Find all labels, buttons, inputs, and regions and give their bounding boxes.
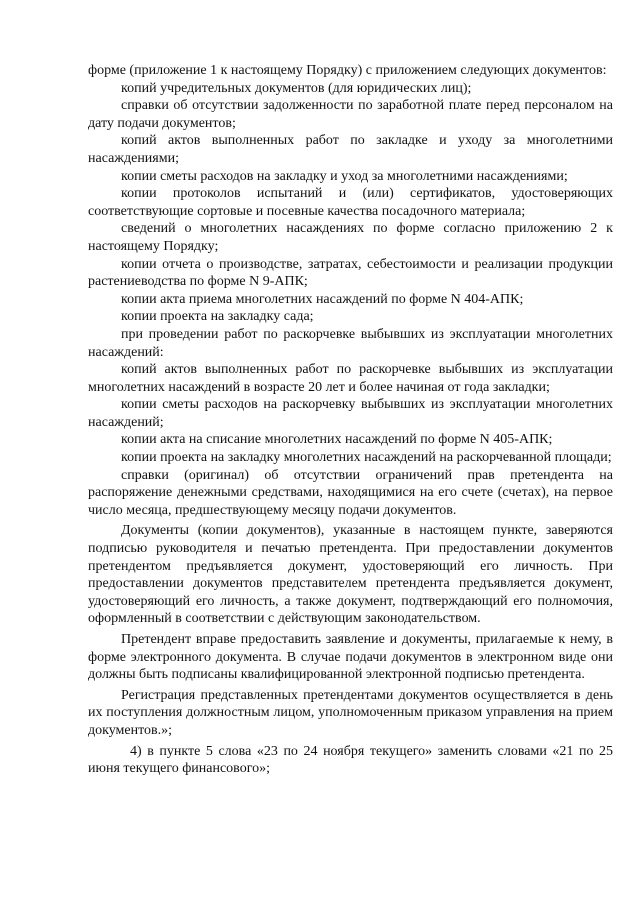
- paragraph-8: копии отчета о производстве, затратах, себестоимости и реализации продукции растениеводства по форме N 9-АПК;: [88, 256, 613, 290]
- document-page: [88, 62, 613, 778]
- paragraph-18: Претендент вправе предоставить заявление и документы, прилагаемые к нему, в форме электронного документа. В случае подачи документов в электронном виде они должны быть подписаны квалифицированной электронной подписью претендента.: [88, 632, 613, 683]
- paragraph-19: Регистрация представленных претендентами документов осуществляется в день их поступления должностным лицом, уполномоченным приказом управления на прием документов.»;: [88, 687, 613, 738]
- paragraph-11: при проведении работ по раскорчевке выбывших из эксплуатации многолетних насаждений:: [88, 326, 613, 360]
- paragraph-2: копий учредительных документов (для юридических лиц);: [121, 80, 472, 96]
- paragraph-12: копий актов выполненных работ по раскорчевке выбывших из эксплуатации многолетних насаждений в возрасте 20 лет и более начиная от года закладки;: [88, 362, 613, 395]
- paragraph-14: копии акта на списание многолетних насаждений по форме N 405-АПК;: [121, 432, 553, 448]
- paragraph-1: форме (приложение 1 к настоящему Порядку) с приложением следующих документов:: [88, 63, 607, 78]
- paragraph-4: копий актов выполненных работ по закладке и уходу за многолетними насаждениями;: [88, 133, 613, 166]
- paragraph-16: справки (оригинал) об отсутствии ограничений прав претендента на распоряжение денежными средствами, находящимися на его счете (счетах), на первое число месяца, предшествующему месяцу подачи документов.: [88, 467, 613, 518]
- paragraph-13: копии сметы расходов на раскорчевку выбывших из эксплуатации многолетних насаждений;: [88, 397, 613, 430]
- paragraph-17: Документы (копии документов), указанные в настоящем пункте, заверяются подписью руководителя и печатью претендента. При предоставлении документов претендентом предъявляется документ, удостоверяющий его личность. При предоставлении документов представителем претендента предъявляется документ, удостоверяющий его личность, а также документ, подтверждающий его полномочия, оформленный в соответствии с действующим законодательством.: [88, 523, 613, 627]
- paragraph-5: копии сметы расходов на закладку и уход за многолетними насаждениями;: [121, 168, 568, 184]
- paragraph-10: копии проекта на закладку сада;: [121, 309, 314, 325]
- paragraph-9: копии акта приема многолетних насаждений по форме N 404-АПК;: [121, 291, 524, 307]
- paragraph-15: копии проекта на закладку многолетних насаждений на раскорчеванной площади;: [121, 450, 612, 466]
- paragraph-6: копии протоколов испытаний и (или) сертификатов, удостоверяющих соответствующие сортовые и посевные качества посадочного материала;: [88, 186, 613, 219]
- paragraph-7: сведений о многолетних насаждениях по форме согласно приложению 2 к настоящему Порядку;: [88, 221, 613, 254]
- paragraph-3: справки об отсутствии задолженности по заработной плате перед персоналом на дату подачи документов;: [88, 98, 613, 131]
- paragraph-20: 4) в пункте 5 слова «23 по 24 ноября текущего» заменить словами «21 по 25 июня текущего финансового»;: [88, 743, 613, 777]
